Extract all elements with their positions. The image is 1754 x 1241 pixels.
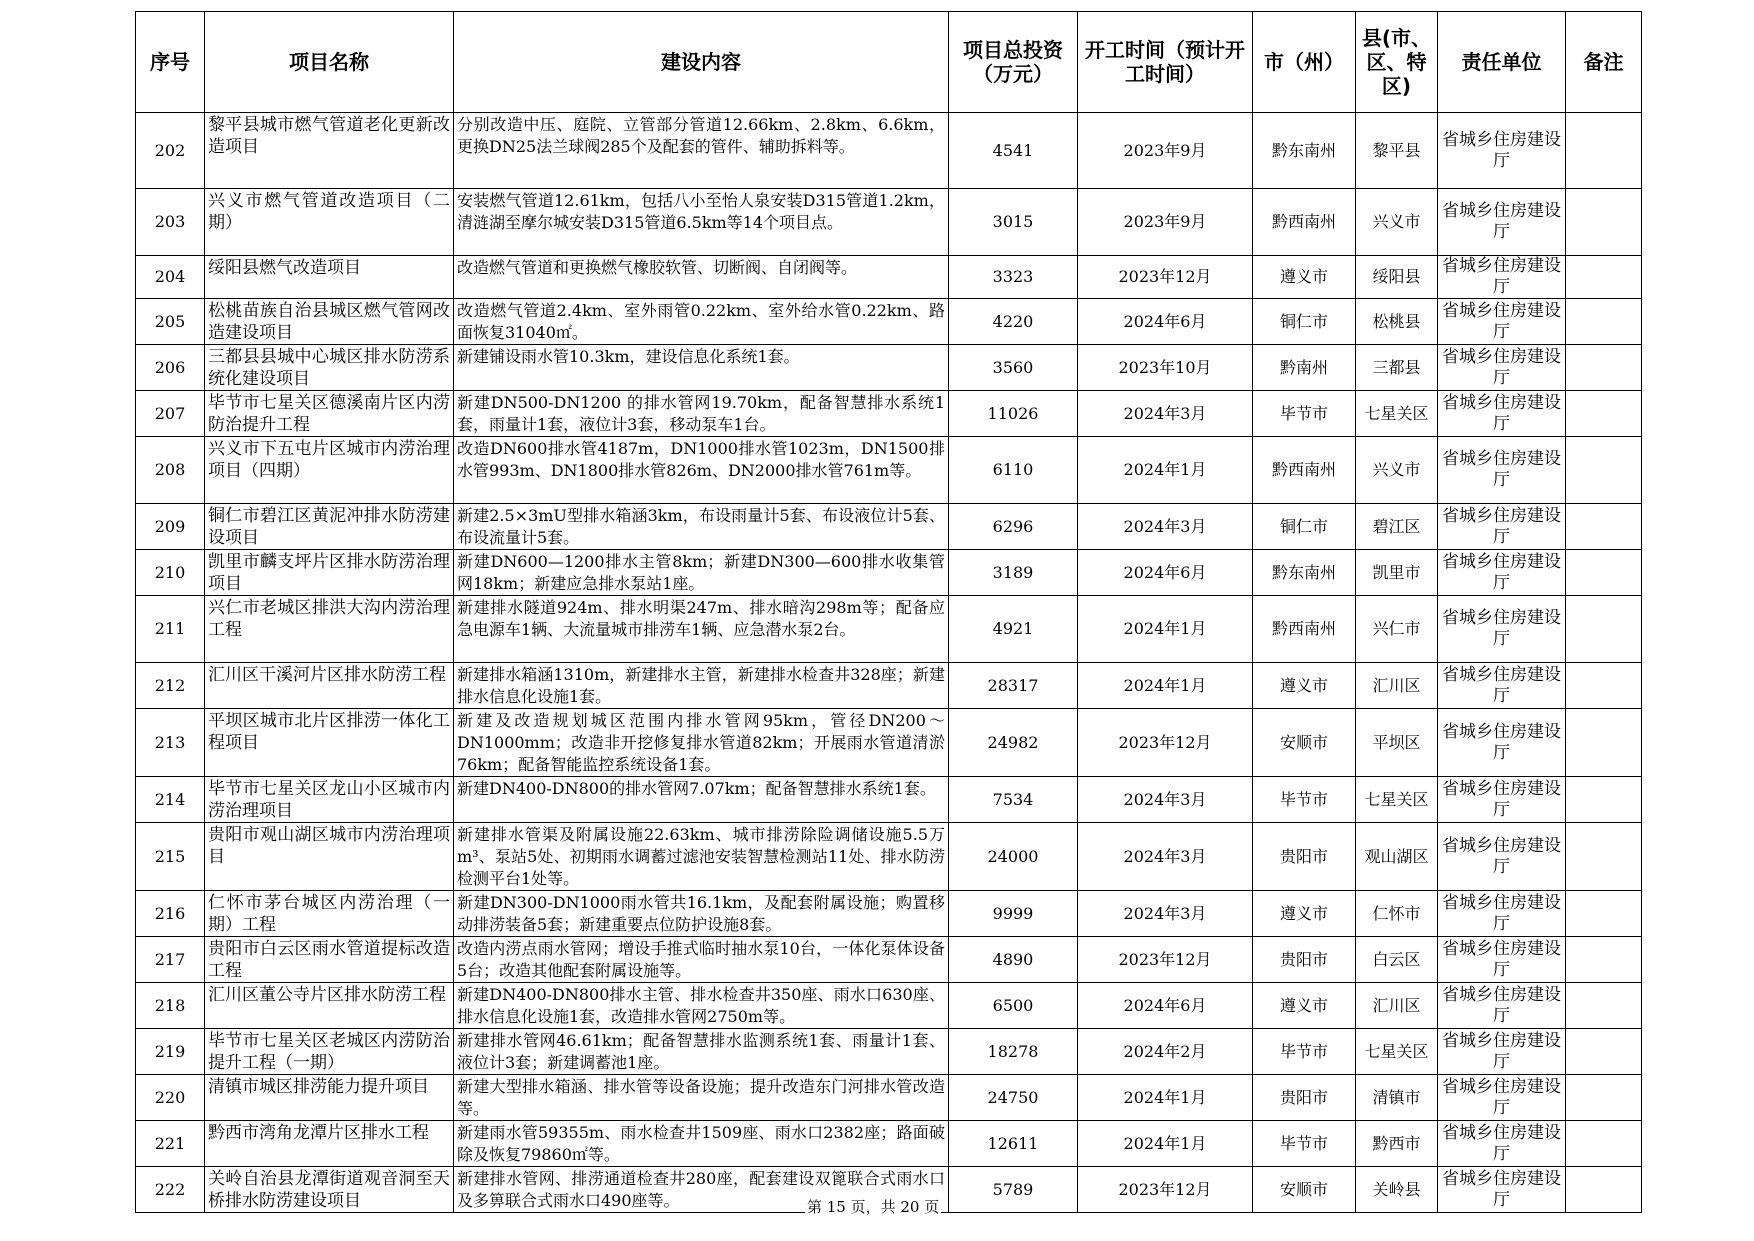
cell-start-date: 2024年3月 — [1078, 391, 1253, 437]
cell-no: 214 — [136, 777, 205, 823]
cell-county: 汇川区 — [1356, 663, 1438, 709]
cell-county: 汇川区 — [1356, 983, 1438, 1029]
cell-start-date: 2024年3月 — [1078, 891, 1253, 937]
cell-no: 222 — [136, 1167, 205, 1213]
cell-city: 黔西南州 — [1253, 437, 1356, 504]
header-name: 项目名称 — [205, 12, 454, 113]
cell-remark — [1566, 256, 1642, 299]
cell-start-date: 2024年1月 — [1078, 663, 1253, 709]
cell-start-date: 2023年12月 — [1078, 709, 1253, 777]
cell-start-date: 2023年12月 — [1078, 1167, 1253, 1213]
cell-content: 新建DN400-DN800的排水管网7.07km；配备智慧排水系统1套。 — [454, 777, 949, 823]
cell-city: 毕节市 — [1253, 1121, 1356, 1167]
cell-remark — [1566, 983, 1642, 1029]
cell-remark — [1566, 391, 1642, 437]
cell-responsible-unit: 省城乡住房建设厅 — [1438, 113, 1566, 189]
cell-content: 新建DN600—1200排水主管8km；新建DN300—600排水收集管网18km；新建应急排水泵站1座。 — [454, 550, 949, 596]
cell-responsible-unit: 省城乡住房建设厅 — [1438, 891, 1566, 937]
cell-content: 新建排水管网、排涝通道检查井280座，配套建设双篦联合式雨水口及多箅联合式雨水口490座等。 — [454, 1167, 949, 1213]
cell-responsible-unit: 省城乡住房建设厅 — [1438, 937, 1566, 983]
cell-content: 改造燃气管道2.4km、室外雨管0.22km、室外给水管0.22km、路面恢复31040㎡。 — [454, 299, 949, 345]
cell-responsible-unit: 省城乡住房建设厅 — [1438, 299, 1566, 345]
table-row — [136, 113, 1642, 189]
cell-investment: 28317 — [949, 663, 1078, 709]
cell-start-date: 2023年9月 — [1078, 189, 1253, 256]
cell-remark — [1566, 189, 1642, 256]
cell-city: 遵义市 — [1253, 663, 1356, 709]
cell-no: 203 — [136, 189, 205, 256]
header-investment: 项目总投资（万元） — [949, 12, 1078, 113]
cell-responsible-unit: 省城乡住房建设厅 — [1438, 1167, 1566, 1213]
cell-no: 211 — [136, 596, 205, 663]
header-county: 县(市、区、特区) — [1356, 12, 1438, 113]
header-remark: 备注 — [1566, 12, 1642, 113]
cell-remark — [1566, 113, 1642, 189]
cell-remark — [1566, 1121, 1642, 1167]
table-row — [136, 1121, 1642, 1167]
cell-investment: 6110 — [949, 437, 1078, 504]
cell-start-date: 2024年1月 — [1078, 1075, 1253, 1121]
table-row — [136, 437, 1642, 504]
cell-investment: 24750 — [949, 1075, 1078, 1121]
cell-remark — [1566, 709, 1642, 777]
cell-content: 新建大型排水箱涵、排水管等设备设施；提升改造东门河排水管改造等。 — [454, 1075, 949, 1121]
cell-no: 220 — [136, 1075, 205, 1121]
cell-content: 新建DN400-DN800排水主管、排水检查井350座、雨水口630座、排水信息化设施1套，改造排水管网2750m等。 — [454, 983, 949, 1029]
cell-no: 215 — [136, 823, 205, 891]
cell-responsible-unit: 省城乡住房建设厅 — [1438, 550, 1566, 596]
cell-remark — [1566, 823, 1642, 891]
cell-county: 三都县 — [1356, 345, 1438, 391]
cell-content: 改造DN600排水管4187m，DN1000排水管1023m，DN1500排水管993m、DN1800排水管826m、DN2000排水管761m等。 — [454, 437, 949, 504]
cell-city: 铜仁市 — [1253, 299, 1356, 345]
cell-start-date: 2024年6月 — [1078, 550, 1253, 596]
cell-investment: 3015 — [949, 189, 1078, 256]
cell-county: 松桃县 — [1356, 299, 1438, 345]
cell-content: 安装燃气管道12.61km，包括八小至怡人泉安装D315管道1.2km，清涟湖至摩尔城安装D315管道6.5km等14个项目点。 — [454, 189, 949, 256]
cell-content: 新建及改造规划城区范围内排水管网95km，管径DN200～DN1000mm；改造非开挖修复排水管道82km；开展雨水管道清淤76km；配备智能监控系统设备1套。 — [454, 709, 949, 777]
cell-project-name: 黔西市湾角龙潭片区排水工程 — [205, 1121, 454, 1167]
cell-start-date: 2024年6月 — [1078, 299, 1253, 345]
cell-county: 凯里市 — [1356, 550, 1438, 596]
cell-responsible-unit: 省城乡住房建设厅 — [1438, 596, 1566, 663]
cell-project-name: 铜仁市碧江区黄泥冲排水防涝建设项目 — [205, 504, 454, 550]
cell-remark — [1566, 299, 1642, 345]
header-unit: 责任单位 — [1438, 12, 1566, 113]
cell-project-name: 清镇市城区排涝能力提升项目 — [205, 1075, 454, 1121]
cell-start-date: 2023年10月 — [1078, 345, 1253, 391]
cell-remark — [1566, 504, 1642, 550]
cell-no: 209 — [136, 504, 205, 550]
cell-responsible-unit: 省城乡住房建设厅 — [1438, 823, 1566, 891]
cell-no: 213 — [136, 709, 205, 777]
cell-city: 安顺市 — [1253, 1167, 1356, 1213]
cell-project-name: 黎平县城市燃气管道老化更新改造项目 — [205, 113, 454, 189]
cell-remark — [1566, 1167, 1642, 1213]
table-row — [136, 777, 1642, 823]
cell-remark — [1566, 1029, 1642, 1075]
cell-project-name: 贵阳市观山湖区城市内涝治理项目 — [205, 823, 454, 891]
cell-content: 新建排水管网46.61km；配备智慧排水监测系统1套、雨量计1套、液位计3套；新建调蓄池1座。 — [454, 1029, 949, 1075]
cell-start-date: 2024年2月 — [1078, 1029, 1253, 1075]
project-table — [135, 11, 1642, 1213]
cell-remark — [1566, 891, 1642, 937]
cell-investment: 4541 — [949, 113, 1078, 189]
cell-responsible-unit: 省城乡住房建设厅 — [1438, 345, 1566, 391]
cell-no: 205 — [136, 299, 205, 345]
cell-responsible-unit: 省城乡住房建设厅 — [1438, 504, 1566, 550]
cell-remark — [1566, 550, 1642, 596]
cell-no: 212 — [136, 663, 205, 709]
cell-project-name: 兴义市燃气管道改造项目（二期） — [205, 189, 454, 256]
cell-content: 新建2.5×3mU型排水箱涵3km，布设雨量计5套、布设液位计5套、布设流量计5套。 — [454, 504, 949, 550]
cell-project-name: 汇川区董公寺片区排水防涝工程 — [205, 983, 454, 1029]
cell-start-date: 2024年1月 — [1078, 1121, 1253, 1167]
table-row — [136, 1075, 1642, 1121]
cell-project-name: 汇川区干溪河片区排水防涝工程 — [205, 663, 454, 709]
cell-county: 七星关区 — [1356, 777, 1438, 823]
cell-no: 217 — [136, 937, 205, 983]
cell-county: 兴仁市 — [1356, 596, 1438, 663]
table-row — [136, 663, 1642, 709]
cell-project-name: 三都县县城中心城区排水防涝系统化建设项目 — [205, 345, 454, 391]
cell-content: 改造内涝点雨水管网；增设手推式临时抽水泵10台，一体化泵体设备5台；改造其他配套附属设施等。 — [454, 937, 949, 983]
cell-content: 改造燃气管道和更换燃气橡胶软管、切断阀、自闭阀等。 — [454, 256, 949, 299]
cell-city: 安顺市 — [1253, 709, 1356, 777]
cell-investment: 9999 — [949, 891, 1078, 937]
cell-project-name: 凯里市麟支坪片区排水防涝治理项目 — [205, 550, 454, 596]
header-no: 序号 — [136, 12, 205, 113]
cell-city: 黔南州 — [1253, 345, 1356, 391]
cell-county: 七星关区 — [1356, 1029, 1438, 1075]
cell-responsible-unit: 省城乡住房建设厅 — [1438, 256, 1566, 299]
cell-investment: 6500 — [949, 983, 1078, 1029]
cell-investment: 24000 — [949, 823, 1078, 891]
cell-project-name: 兴仁市老城区排洪大沟内涝治理工程 — [205, 596, 454, 663]
cell-project-name: 仁怀市茅台城区内涝治理（一期）工程 — [205, 891, 454, 937]
cell-investment: 3323 — [949, 256, 1078, 299]
cell-county: 平坝区 — [1356, 709, 1438, 777]
cell-county: 兴义市 — [1356, 189, 1438, 256]
cell-no: 218 — [136, 983, 205, 1029]
table-row — [136, 299, 1642, 345]
cell-investment: 11026 — [949, 391, 1078, 437]
cell-responsible-unit: 省城乡住房建设厅 — [1438, 709, 1566, 777]
cell-investment: 12611 — [949, 1121, 1078, 1167]
cell-city: 遵义市 — [1253, 891, 1356, 937]
cell-remark — [1566, 437, 1642, 504]
cell-no: 216 — [136, 891, 205, 937]
header-content: 建设内容 — [454, 12, 949, 113]
cell-project-name: 平坝区城市北片区排涝一体化工程项目 — [205, 709, 454, 777]
cell-content: 新建雨水管59355m、雨水检查井1509座、雨水口2382座；路面破除及恢复79860㎡等。 — [454, 1121, 949, 1167]
cell-county: 绥阳县 — [1356, 256, 1438, 299]
table-row — [136, 550, 1642, 596]
cell-city: 贵阳市 — [1253, 937, 1356, 983]
cell-start-date: 2024年1月 — [1078, 596, 1253, 663]
cell-remark — [1566, 777, 1642, 823]
cell-county: 观山湖区 — [1356, 823, 1438, 891]
cell-start-date: 2024年6月 — [1078, 983, 1253, 1029]
table-row — [136, 823, 1642, 891]
cell-county: 七星关区 — [1356, 391, 1438, 437]
cell-county: 黔西市 — [1356, 1121, 1438, 1167]
cell-city: 遵义市 — [1253, 983, 1356, 1029]
table-row — [136, 504, 1642, 550]
cell-content: 新建排水管渠及附属设施22.63km、城市排涝除险调储设施5.5万m³、泵站5处、初期雨水调蓄过滤池安装智慧检测站11处、排水防涝检测平台1处等。 — [454, 823, 949, 891]
table-row — [136, 345, 1642, 391]
cell-responsible-unit: 省城乡住房建设厅 — [1438, 663, 1566, 709]
cell-investment: 6296 — [949, 504, 1078, 550]
table-row — [136, 983, 1642, 1029]
cell-investment: 3560 — [949, 345, 1078, 391]
cell-city: 黔西南州 — [1253, 189, 1356, 256]
cell-start-date: 2024年3月 — [1078, 777, 1253, 823]
cell-city: 黔东南州 — [1253, 113, 1356, 189]
cell-county: 仁怀市 — [1356, 891, 1438, 937]
cell-responsible-unit: 省城乡住房建设厅 — [1438, 391, 1566, 437]
table-row — [136, 596, 1642, 663]
cell-responsible-unit: 省城乡住房建设厅 — [1438, 189, 1566, 256]
cell-remark — [1566, 596, 1642, 663]
cell-remark — [1566, 937, 1642, 983]
cell-project-name: 关岭自治县龙潭街道观音洞至天桥排水防涝建设项目 — [205, 1167, 454, 1213]
cell-project-name: 绥阳县燃气改造项目 — [205, 256, 454, 299]
cell-investment: 4921 — [949, 596, 1078, 663]
cell-project-name: 贵阳市白云区雨水管道提标改造工程 — [205, 937, 454, 983]
cell-responsible-unit: 省城乡住房建设厅 — [1438, 437, 1566, 504]
cell-city: 贵阳市 — [1253, 823, 1356, 891]
cell-city: 铜仁市 — [1253, 504, 1356, 550]
table-row — [136, 391, 1642, 437]
header-start: 开工时间（预计开工时间） — [1078, 12, 1253, 113]
cell-content: 新建DN300-DN1000雨水管共16.1km，及配套附属设施；购置移动排涝装备5套；新建重要点位防护设施8套。 — [454, 891, 949, 937]
table-row — [136, 937, 1642, 983]
header-city: 市（州） — [1253, 12, 1356, 113]
cell-project-name: 毕节市七星关区德溪南片区内涝防治提升工程 — [205, 391, 454, 437]
cell-project-name: 松桃苗族自治县城区燃气管网改造建设项目 — [205, 299, 454, 345]
cell-county: 兴义市 — [1356, 437, 1438, 504]
cell-start-date: 2024年1月 — [1078, 437, 1253, 504]
cell-start-date: 2023年12月 — [1078, 937, 1253, 983]
table-row — [136, 256, 1642, 299]
cell-no: 207 — [136, 391, 205, 437]
cell-content: 新建排水箱涵1310m，新建排水主管，新建排水检查井328座；新建排水信息化设施1套。 — [454, 663, 949, 709]
cell-responsible-unit: 省城乡住房建设厅 — [1438, 983, 1566, 1029]
cell-responsible-unit: 省城乡住房建设厅 — [1438, 1075, 1566, 1121]
cell-no: 206 — [136, 345, 205, 391]
cell-investment: 3189 — [949, 550, 1078, 596]
table-row — [136, 189, 1642, 256]
cell-start-date: 2024年3月 — [1078, 823, 1253, 891]
header-row — [136, 12, 1642, 113]
cell-city: 黔东南州 — [1253, 550, 1356, 596]
cell-city: 毕节市 — [1253, 391, 1356, 437]
cell-county: 关岭县 — [1356, 1167, 1438, 1213]
cell-county: 碧江区 — [1356, 504, 1438, 550]
cell-investment: 7534 — [949, 777, 1078, 823]
cell-start-date: 2023年9月 — [1078, 113, 1253, 189]
cell-city: 黔西南州 — [1253, 596, 1356, 663]
cell-no: 204 — [136, 256, 205, 299]
cell-no: 202 — [136, 113, 205, 189]
cell-county: 黎平县 — [1356, 113, 1438, 189]
cell-city: 毕节市 — [1253, 777, 1356, 823]
cell-remark — [1566, 663, 1642, 709]
table-body — [136, 113, 1642, 1213]
cell-city: 贵阳市 — [1253, 1075, 1356, 1121]
cell-responsible-unit: 省城乡住房建设厅 — [1438, 777, 1566, 823]
cell-content: 新建排水隧道924m、排水明渠247m、排水暗沟298m等；配备应急电源车1辆、大流量城市排涝车1辆、应急潜水泵2台。 — [454, 596, 949, 663]
cell-investment: 5789 — [949, 1167, 1078, 1213]
table-row — [136, 1029, 1642, 1075]
cell-responsible-unit: 省城乡住房建设厅 — [1438, 1029, 1566, 1075]
cell-start-date: 2024年3月 — [1078, 504, 1253, 550]
cell-county: 白云区 — [1356, 937, 1438, 983]
cell-city: 遵义市 — [1253, 256, 1356, 299]
table-row — [136, 709, 1642, 777]
cell-project-name: 毕节市七星关区老城区内涝防治提升工程（一期） — [205, 1029, 454, 1075]
cell-remark — [1566, 1075, 1642, 1121]
cell-start-date: 2023年12月 — [1078, 256, 1253, 299]
cell-content: 新建DN500-DN1200 的排水管网19.70km，配备智慧排水系统1套，雨量计1套，液位计3套，移动泵车1台。 — [454, 391, 949, 437]
cell-project-name: 毕节市七星关区龙山小区城市内涝治理项目 — [205, 777, 454, 823]
cell-investment: 4890 — [949, 937, 1078, 983]
cell-no: 221 — [136, 1121, 205, 1167]
cell-no: 210 — [136, 550, 205, 596]
cell-investment: 4220 — [949, 299, 1078, 345]
cell-project-name: 兴义市下五屯片区城市内涝治理项目（四期） — [205, 437, 454, 504]
cell-investment: 18278 — [949, 1029, 1078, 1075]
cell-no: 219 — [136, 1029, 205, 1075]
cell-county: 清镇市 — [1356, 1075, 1438, 1121]
cell-content: 新建铺设雨水管10.3km，建设信息化系统1套。 — [454, 345, 949, 391]
cell-content: 分别改造中压、庭院、立管部分管道12.66km、2.8km、6.6km，更换DN25法兰球阀285个及配套的管件、辅助拆料等。 — [454, 113, 949, 189]
cell-responsible-unit: 省城乡住房建设厅 — [1438, 1121, 1566, 1167]
table-row — [136, 891, 1642, 937]
cell-remark — [1566, 345, 1642, 391]
page-footer: 第 15 页，共 20 页 — [807, 1198, 940, 1216]
cell-no: 208 — [136, 437, 205, 504]
cell-city: 毕节市 — [1253, 1029, 1356, 1075]
cell-investment: 24982 — [949, 709, 1078, 777]
